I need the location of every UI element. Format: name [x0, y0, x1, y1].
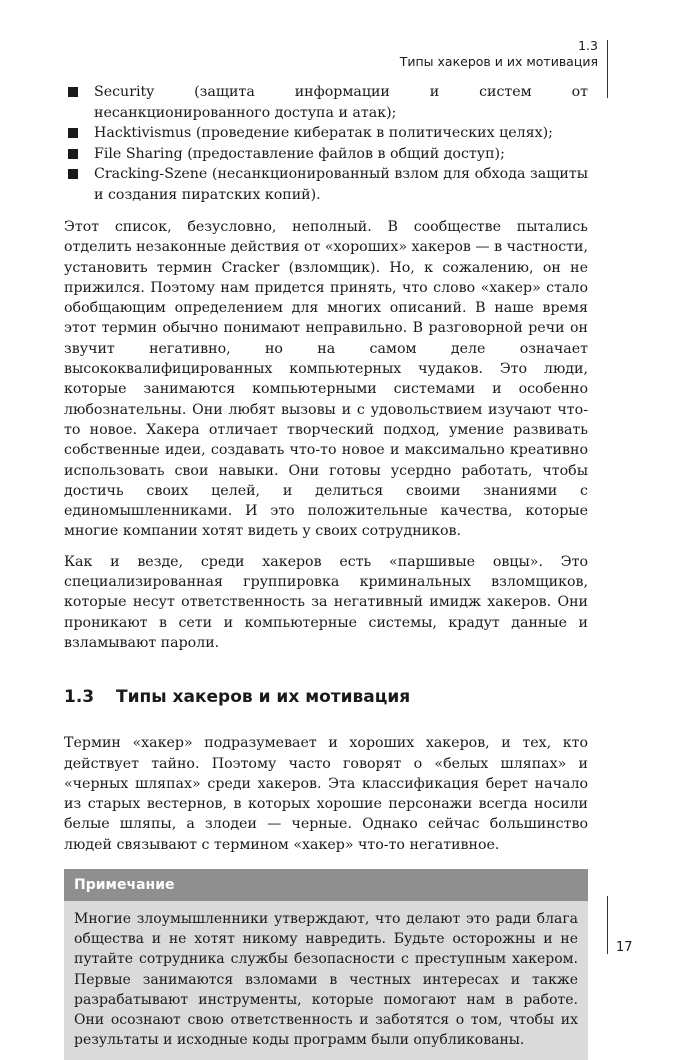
list-item — [64, 82, 588, 123]
square-bullet-icon — [68, 87, 78, 97]
body-paragraph: Термин «хакер» подразумевает и хороших хакеров, и тех, кто действует тайно. Поэтому часто говорят о «белых шляпах» и «черных шляпах» среди хакеров. Эта классификация берет начало из старых вестернов, в которых хорошие персонажи всегда носили белые шляпы, а злодеи — черные. Однако сейчас большинство людей связывают с термином «хакер» что-то негативное. — [64, 735, 588, 853]
page-content — [64, 82, 588, 1060]
body-paragraph: Этот список, безусловно, неполный. В сообществе пытались отделить незаконные действия от «хороших» хакеров — в частности, установить термин Cracker (взломщик). Но, к сожалению, он не прижился. Поэтому нам придется принять, что слово «хакер» стало обобщающим определением для многих описаний. В наше время этот термин обычно понимают неправильно. В разговорной речи он звучит негативно, но на самом деле означает высококвалифицированных компьютерных чудаков. Это люди, которые занимаются компьютерными системами и особенно любознательны. Они любят вызовы и с удовольствием изучают что-то новое. Хакера отличает творческий подход, умение развивать собственные идеи, создавать что-то новое и максимально креативно использовать свои навыки. Они готовы усердно работать, чтобы достичь своих целей, и делиться своими знаниями с единомышленниками. И это положительные качества, которые многие компании хотят видеть у своих сотрудников. — [64, 219, 588, 540]
page-number: 17 — [616, 940, 633, 955]
section-number: 1.3 — [64, 687, 95, 708]
note-box — [64, 869, 588, 1060]
square-bullet-icon — [68, 128, 78, 138]
bullet-list — [64, 82, 588, 205]
list-item-text: Security (защита информации и систем от несанкционированного доступа и атак); — [94, 84, 588, 121]
note-body — [64, 901, 588, 1060]
list-item — [64, 164, 588, 205]
header-rule — [607, 40, 608, 98]
note-text: Многие злоумышленники утверждают, что делают это ради блага общества и не хотят никому навредить. Будьте осторожны и не путайте сотрудника службы безопасности с преступным хакером. Первые занимаются взломами в честных интересах и также разрабатывают инструменты, которые помогают нам в работе. Они осознают свою ответственность и заботятся о том, чтобы их результаты и исходные коды программ были опубликованы. — [74, 911, 578, 1049]
section-title: Типы хакеров и их мотивация — [116, 687, 411, 708]
header-section-number: 1.3 — [578, 38, 598, 53]
list-item-text: Hacktivismus (проведение кибератак в политических целях); — [94, 125, 553, 141]
square-bullet-icon — [68, 169, 78, 179]
footer-rule — [607, 896, 608, 954]
header-section-title: Типы хакеров и их мотивация — [399, 54, 598, 69]
square-bullet-icon — [68, 149, 78, 159]
section-heading — [64, 687, 588, 707]
list-item-text: Cracking-Szene (несанкционированный взлом для обхода защиты и создания пиратских копий). — [94, 166, 588, 203]
running-header — [400, 38, 598, 70]
list-item-text: File Sharing (предоставление файлов в общий доступ); — [94, 145, 505, 162]
list-item — [64, 144, 588, 165]
note-heading: Примечание — [64, 869, 588, 901]
body-paragraph: Как и везде, среди хакеров есть «паршивые овцы». Это специализированная группировка криминальных взломщиков, которые несут ответственность за негативный имидж хакеров. Они проникают в сети и компьютерные системы, крадут данные и взламывают пароли. — [64, 553, 588, 651]
list-item — [64, 123, 588, 144]
